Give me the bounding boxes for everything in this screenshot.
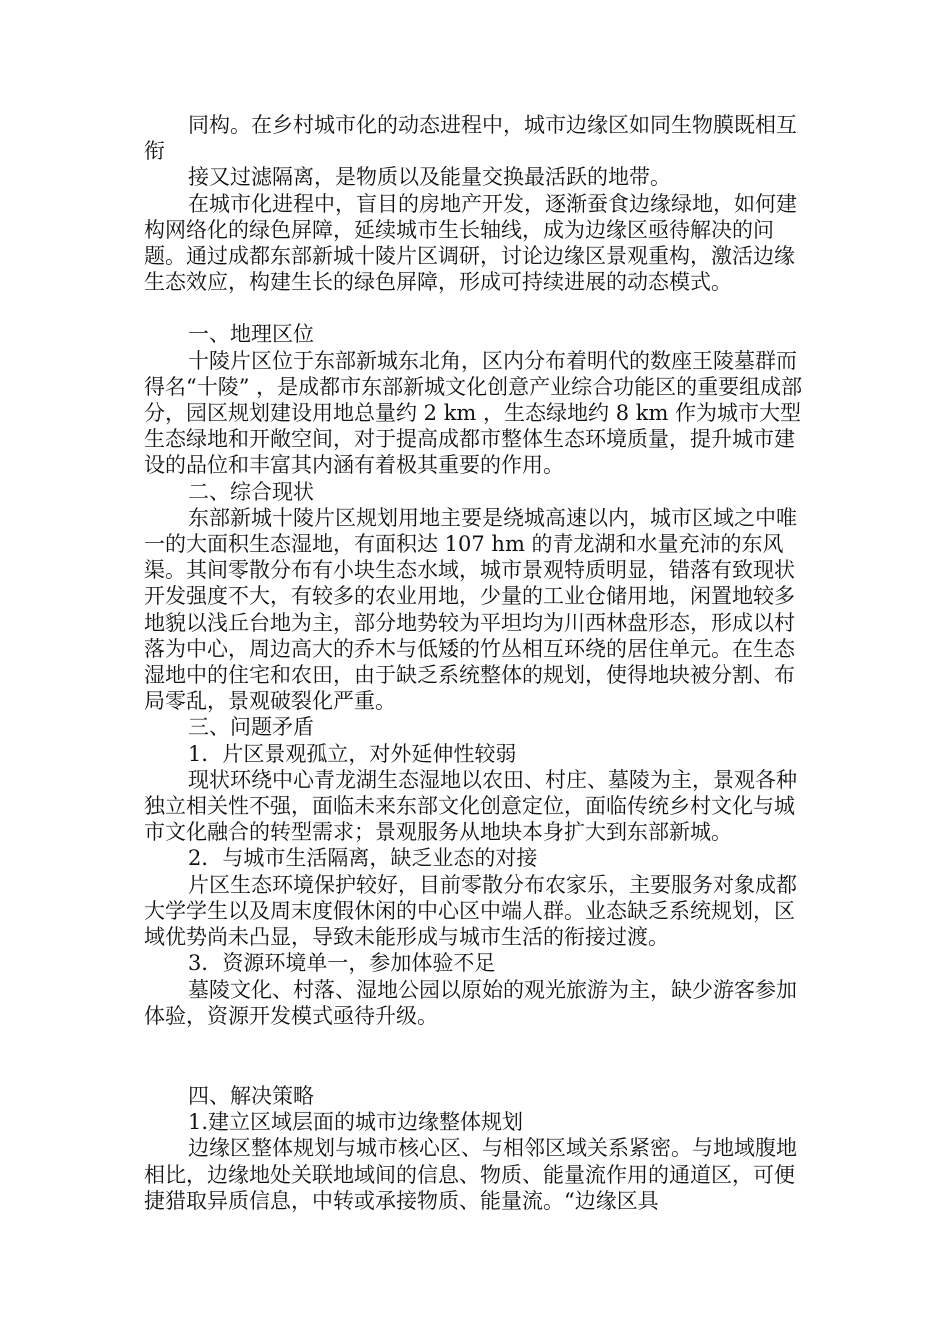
subheading-3-2: 2．与城市生活隔离，缺乏业态的对接: [188, 846, 538, 871]
paragraph-3-1: 现状环绕中心青龙湖生态湿地以农田、村庄、墓陵为主，景观各种独立相关性不强，面临未来东部文化创意定位，面临传统乡村文化与城市文化融合的转型需求；景观服务从地块本身扩大到东部新城。: [144, 767, 797, 845]
section-heading-2: 二、综合现状: [188, 479, 314, 504]
subheading-4-1: 1.建立区域层面的城市边缘整体规划: [188, 1110, 524, 1135]
section-heading-3: 三、问题矛盾: [188, 715, 314, 740]
paragraph-intro-1: 同构。在乡村城市化的动态进程中，城市边缘区如同生物膜既相互衔: [144, 113, 797, 164]
document-page: [144, 112, 804, 1214]
paragraph-4-1: 边缘区整体规划与城市核心区、与相邻区域关系紧密。与地域腹地相比，边缘地处关联地域间的信息、物质、能量流作用的通道区，可便捷猎取异质信息，中转或承接物质、能量流。“边缘区具: [144, 1136, 797, 1213]
paragraph-location: 十陵片区位于东部新城东北角，区内分布着明代的数座王陵墓群而得名“十陵” ，是成都市东部新城文化创意产业综合功能区的重要组成部分，园区规划建设用地总量约 2 km ，生态绿地约 8 km 作为城市大型生态绿地和开敞空间，对于提高成都市整体生态环境质量，提升城市建设的品位和丰富其内涵有着极其重要的作用。: [144, 348, 803, 478]
paragraph-3-3: 墓陵文化、村落、湿地公园以原始的观光旅游为主，缺少游客参加体验，资源开发模式亟待升级。: [144, 977, 797, 1028]
subheading-3-3: 3．资源环境单一，参加体验不足: [188, 951, 496, 976]
paragraph-intro-3: 在城市化进程中，盲目的房地产开发，逐渐蚕食边缘绿地，如何建构网络化的绿色屏障，延续城市生长轴线，成为边缘区亟待解决的问题。通过成都东部新城十陵片区调研，讨论边缘区景观重构，激活边缘生态效应，构建生长的绿色屏障，形成可持续进展的动态模式。: [144, 191, 797, 295]
paragraph-status: 东部新城十陵片区规划用地主要是绕城高速以内，城市区域之中唯一的大面积生态湿地，有面积达 107 hm 的青龙湖和水量充沛的东风渠。其间零散分布有小块生态水域，城市景观特质明显，错落有致现状开发强度不大，有较多的农业用地，少量的工业仓储用地，闲置地较多 地貌以浅丘台地为主，部分地势较为平坦均为川西林盘形态，形成以村落为中心，周边高大的乔木与低矮的竹丛相互环绕的居住单元。在生态湿地中的住宅和农田，由于缺乏系统整体的规划，使得地块被分割、布局零乱，景观破裂化严重。: [144, 505, 797, 714]
section-heading-1: 一、地理区位: [188, 322, 314, 347]
section-heading-4: 四、解决策略: [188, 1083, 314, 1108]
paragraph-3-2: 片区生态环境保护较好，目前零散分布农家乐，主要服务对象成都大学学生以及周末度假休闲的中心区中端人群。业态缺乏系统规划，区域优势尚未凸显，导致未能形成与城市生活的衔接过渡。: [144, 872, 797, 950]
subheading-3-1: 1．片区景观孤立，对外延伸性较弱: [188, 741, 517, 766]
paragraph-intro-2: 接又过滤隔离，是物质以及能量交换最活跃的地带。: [188, 165, 671, 190]
